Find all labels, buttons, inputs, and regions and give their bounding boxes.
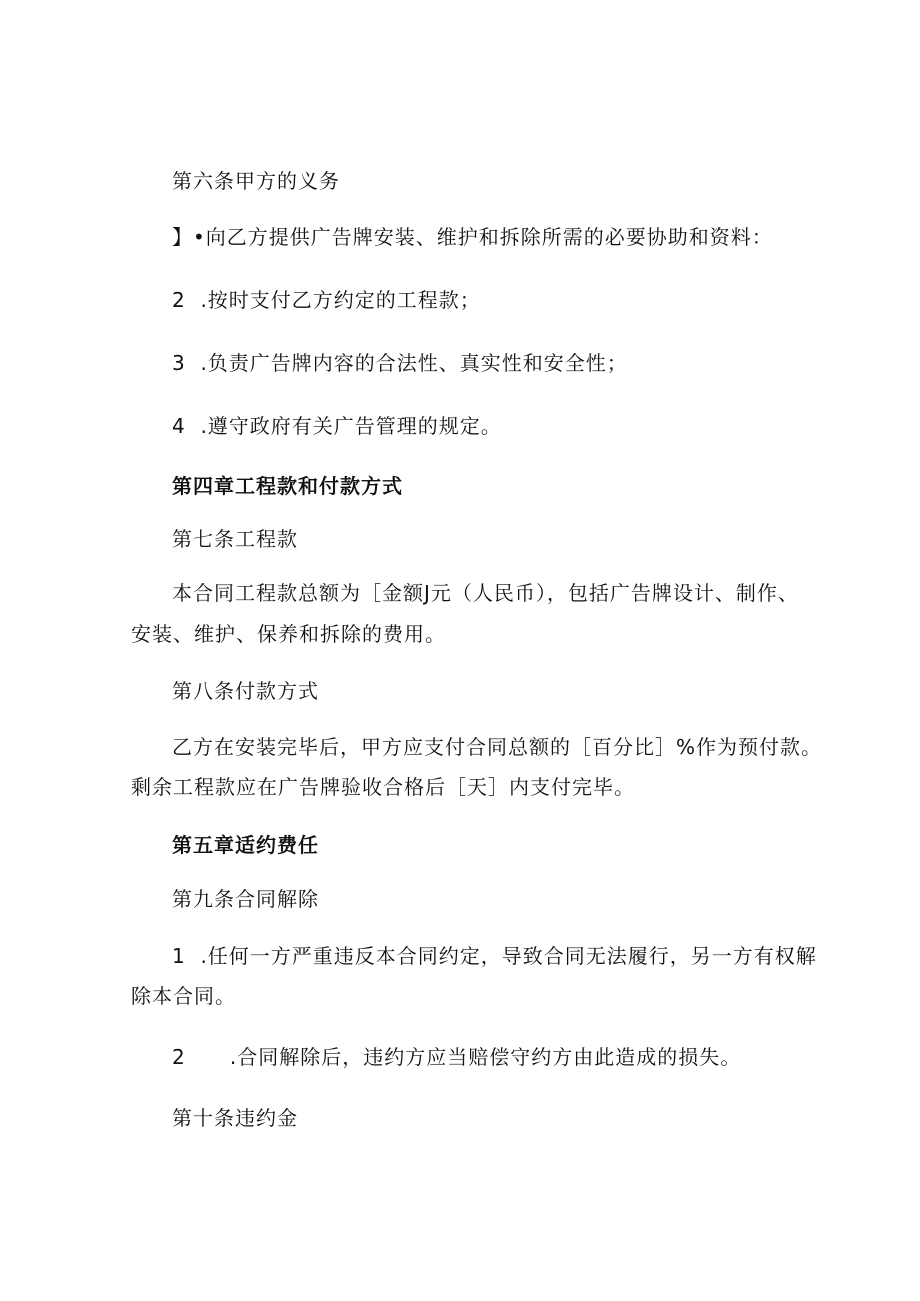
article-6-item-1: 】•向乙方提供广告牌安装、维护和拆除所需的必要协助和资料： — [172, 225, 773, 249]
article-6-title: 第六条甲方的义务 — [172, 169, 340, 193]
article-6-item-3: 3 .负责广告牌内容的合法性、真实性和安全性； — [172, 351, 628, 375]
article-8-body-line-2: 剩余工程款应在广告牌验收合格后［天］内支付完毕。 — [131, 775, 635, 799]
article-9-item-1-line-2: 除本合同。 — [131, 984, 236, 1008]
article-9-item-2: 2 .合同解除后，违约方应当赔偿守约方由此造成的损失。 — [172, 1045, 742, 1069]
article-6-item-2: 2 .按时支付乙方约定的工程款； — [172, 288, 481, 312]
article-9-item-1-line-1: 1 .任何一方严重违反本合同约定，导致合同无法履行，另一方有权解 — [172, 944, 817, 968]
article-9-title: 第九条合同解除 — [172, 887, 319, 911]
article-7-title: 第七条工程款 — [172, 527, 298, 551]
chapter-4-heading: 第四章工程款和付款方式 — [172, 474, 403, 498]
article-8-body-line-1: 乙方在安装完毕后，甲方应支付合同总额的［百分比］%作为预付款。 — [172, 735, 823, 759]
article-8-title: 第八条付款方式 — [172, 679, 319, 703]
article-6-item-4: 4 .遵守政府有关广告管理的规定。 — [172, 414, 502, 438]
article-10-title: 第十条违约金 — [172, 1106, 298, 1130]
chapter-5-heading: 第五章适约费任 — [172, 833, 319, 857]
article-7-body-line-2: 安装、维护、保养和拆除的费用。 — [131, 622, 446, 646]
article-7-body-line-1: 本合同工程款总额为［金额J元（人民币），包括广告牌设计、制作、 — [172, 581, 799, 605]
